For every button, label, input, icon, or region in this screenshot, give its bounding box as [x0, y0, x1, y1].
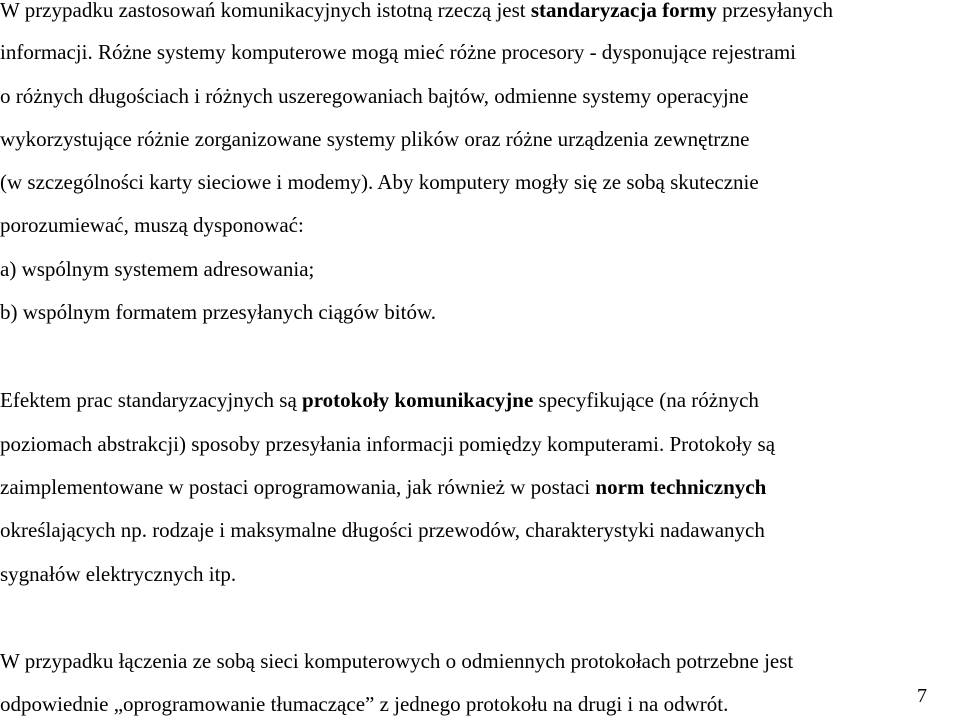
text-run: wykorzystujące różnie zorganizowane systemy plików oraz różne urządzenia zewnętrzne — [0, 127, 750, 151]
text-line — [0, 562, 236, 586]
text-line — [0, 0, 833, 22]
text-run: Efektem prac standaryzacyjnych są — [0, 388, 303, 412]
text-run: specyfikujące (na różnych — [533, 388, 759, 412]
text-run: (w szczególności karty sieciowe i modemy). Aby komputery mogły się ze sobą skutecznie — [0, 170, 759, 194]
text-run: W przypadku zastosowań komunikacyjnych istotną rzeczą jest — [0, 0, 531, 22]
text-line — [0, 127, 749, 151]
text-run: o różnych długościach i różnych uszeregowaniach bajtów, odmienne systemy operacyjne — [0, 84, 749, 108]
text-line — [0, 84, 749, 108]
text-run: a) wspólnym systemem adresowania; — [0, 257, 315, 281]
bold-text-run: standaryzacja formy — [530, 0, 717, 22]
text-line — [0, 649, 793, 673]
text-run: odpowiednie „oprogramowanie tłumaczące” z jednego protokołu na drugi i na odwrót. — [0, 692, 729, 716]
text-run: b) wspólnym formatem przesyłanych ciągów bitów. — [0, 300, 437, 324]
text-line — [0, 692, 728, 716]
text-line — [0, 257, 314, 281]
page-number: 7 — [917, 685, 927, 707]
text-line — [0, 518, 765, 542]
text-run: W przypadku łączenia ze sobą sieci komputerowych o odmiennych protokołach potrzebne jest — [0, 649, 794, 673]
text-line — [0, 388, 759, 412]
bold-text-run: protokoły komunikacyjne — [302, 388, 534, 412]
text-line — [0, 475, 766, 499]
text-run: przesyłanych — [716, 0, 833, 22]
text-line — [0, 40, 796, 64]
text-run: poziomach abstrakcji) sposoby przesyłania informacji pomiędzy komputerami. Protokoły są — [0, 432, 776, 456]
bold-text-run: norm technicznych — [595, 475, 767, 499]
text-line — [0, 170, 759, 194]
text-line — [0, 432, 775, 456]
text-run: określających np. rodzaje i maksymalne długości przewodów, charakterystyki nadawanych — [0, 518, 765, 542]
text-run: zaimplementowane w postaci oprogramowania, jak również w postaci — [0, 475, 596, 499]
text-run: informacji. Różne systemy komputerowe mogą mieć różne procesory - dysponujące rejestrami — [0, 40, 796, 64]
text-line — [0, 300, 436, 324]
text-line — [0, 213, 304, 237]
text-run: porozumiewać, muszą dysponować: — [0, 213, 304, 237]
text-run: sygnałów elektrycznych itp. — [0, 562, 237, 586]
